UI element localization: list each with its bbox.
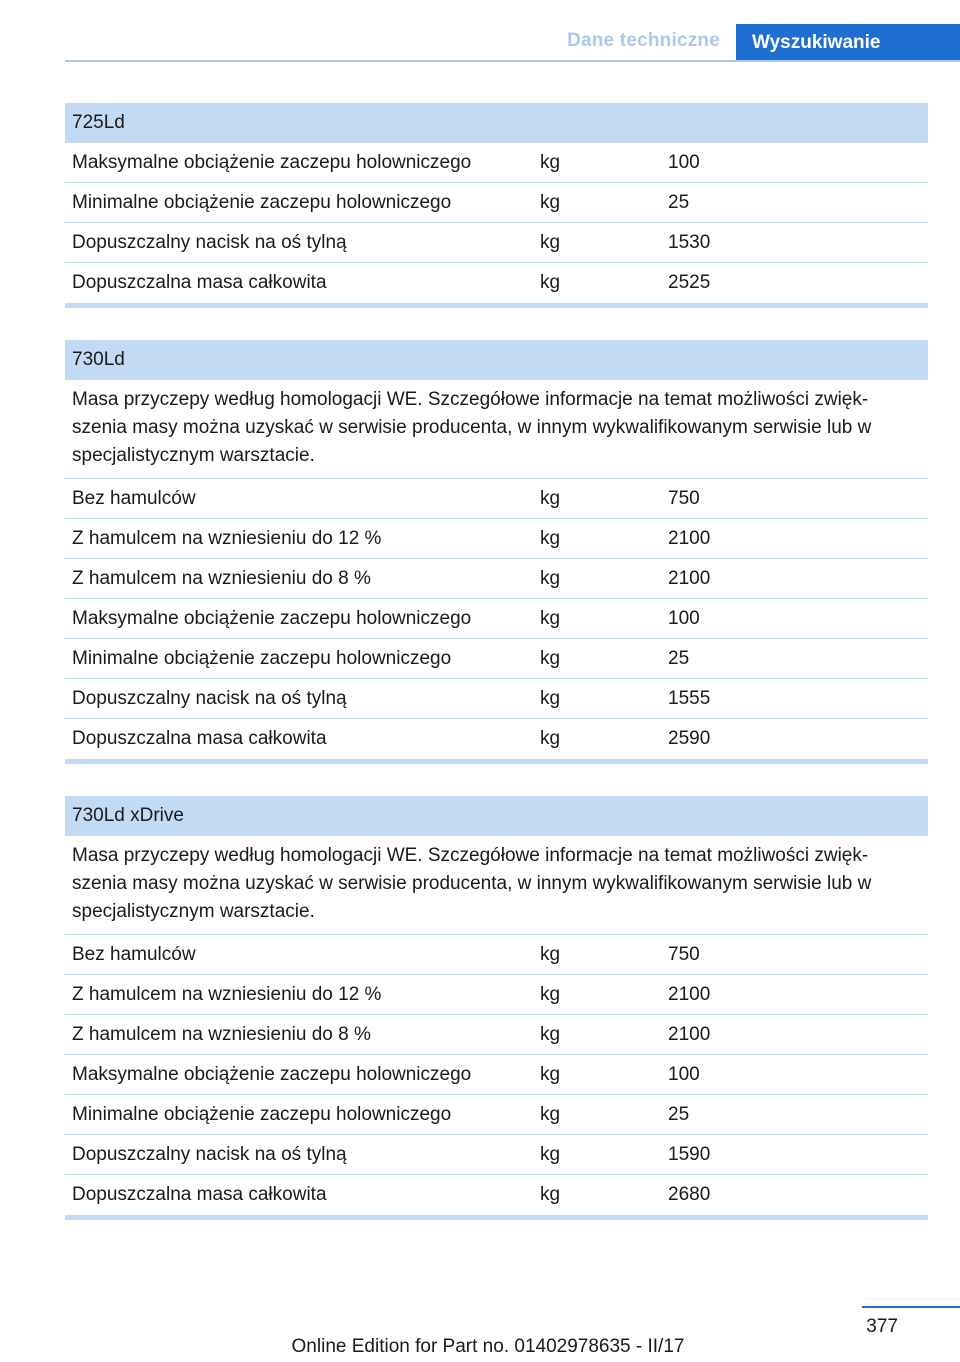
- table-row: [65, 479, 928, 519]
- row-unit: kg: [540, 1143, 561, 1165]
- row-label: Bez hamulców: [72, 943, 196, 965]
- row-value: 1555: [668, 687, 711, 709]
- table-row: [65, 1055, 928, 1095]
- row-unit: kg: [540, 1184, 561, 1205]
- row-unit: kg: [540, 1103, 561, 1125]
- footer-divider: [862, 1306, 960, 1308]
- row-label: Maksymalne obciążenie zaczepu holowniczego: [72, 151, 472, 173]
- row-label: Bez hamulców: [72, 487, 196, 509]
- row-unit: kg: [540, 687, 561, 709]
- table-note: Masa przyczepy według homologacji WE. Szczegółowe informacje na temat możliwości zwiększenia masy można uzyskać w serwisie producenta, w innym wykwalifikowanym serwisie lub w specjalistycznym warsztacie.: [65, 836, 928, 935]
- table-row: [65, 1095, 928, 1135]
- spec-tables: [65, 103, 928, 1252]
- row-unit: kg: [540, 272, 561, 293]
- search-tab[interactable]: [736, 24, 960, 62]
- row-value: 750: [668, 943, 700, 965]
- table-row: [65, 599, 928, 639]
- row-unit: kg: [540, 607, 561, 629]
- row-label: Minimalne obciążenie zaczepu holowniczego: [72, 647, 452, 669]
- table-row: [65, 519, 928, 559]
- row-label: Z hamulcem na wzniesieniu do 8 %: [72, 567, 371, 589]
- row-value: 2590: [668, 728, 711, 749]
- row-label: Maksymalne obciążenie zaczepu holowniczego: [72, 1063, 472, 1085]
- table-row: [65, 719, 928, 759]
- row-unit: kg: [540, 527, 561, 549]
- row-unit: kg: [540, 943, 561, 965]
- table-row: [65, 1175, 928, 1215]
- row-value: 2680: [668, 1184, 711, 1205]
- page-header: [0, 0, 960, 62]
- row-label: Dopuszczalny nacisk na oś tylną: [72, 1143, 347, 1165]
- row-label: Dopuszczalna masa całkowita: [72, 272, 327, 293]
- table-title: 730Ld: [65, 340, 928, 380]
- row-value: 25: [668, 191, 690, 213]
- row-unit: kg: [540, 487, 561, 509]
- table-row: [65, 223, 928, 263]
- row-unit: kg: [540, 191, 561, 213]
- table-row: [65, 639, 928, 679]
- row-value: 2100: [668, 983, 711, 1005]
- row-value: 2100: [668, 527, 711, 549]
- table-title: 730Ld xDrive: [65, 796, 928, 836]
- row-value: 25: [668, 1103, 690, 1125]
- row-label: Dopuszczalny nacisk na oś tylną: [72, 231, 347, 253]
- row-value: 100: [668, 151, 700, 173]
- table-row: [65, 1015, 928, 1055]
- row-unit: kg: [540, 231, 561, 253]
- section-title: Dane techniczne: [567, 30, 720, 51]
- table-row: [65, 263, 928, 303]
- row-label: Z hamulcem na wzniesieniu do 12 %: [72, 983, 382, 1005]
- row-unit: kg: [540, 728, 561, 749]
- row-value: 750: [668, 487, 700, 509]
- row-label: Minimalne obciążenie zaczepu holowniczego: [72, 191, 452, 213]
- row-value: 2525: [668, 272, 711, 293]
- row-label: Dopuszczalna masa całkowita: [72, 728, 327, 749]
- row-unit: kg: [540, 567, 561, 589]
- row-label: Minimalne obciążenie zaczepu holowniczego: [72, 1103, 452, 1125]
- table-row: [65, 143, 928, 183]
- row-value: 25: [668, 647, 690, 669]
- search-tab-label: Wyszukiwanie: [752, 32, 881, 53]
- spec-table: [65, 340, 928, 764]
- row-unit: kg: [540, 151, 561, 173]
- row-value: 1530: [668, 231, 711, 253]
- table-row: [65, 975, 928, 1015]
- row-label: Z hamulcem na wzniesieniu do 12 %: [72, 527, 382, 549]
- row-label: Dopuszczalna masa całkowita: [72, 1184, 327, 1205]
- row-unit: kg: [540, 983, 561, 1005]
- row-value: 100: [668, 1063, 700, 1085]
- row-value: 2100: [668, 1023, 711, 1045]
- table-title: 725Ld: [65, 103, 928, 143]
- row-value: 2100: [668, 567, 711, 589]
- page-number: 377: [866, 1316, 898, 1337]
- row-label: Maksymalne obciążenie zaczepu holowniczego: [72, 607, 472, 629]
- row-value: 100: [668, 607, 700, 629]
- row-unit: kg: [540, 1023, 561, 1045]
- row-label: Dopuszczalny nacisk na oś tylną: [72, 687, 347, 709]
- table-row: [65, 679, 928, 719]
- row-unit: kg: [540, 647, 561, 669]
- table-row: [65, 183, 928, 223]
- table-note: Masa przyczepy według homologacji WE. Szczegółowe informacje na temat możliwości zwiększenia masy można uzyskać w serwisie producenta, w innym wykwalifikowanym serwisie lub w specjalistycznym warsztacie.: [65, 380, 928, 479]
- spec-table: [65, 103, 928, 308]
- table-row: [65, 935, 928, 975]
- row-label: Z hamulcem na wzniesieniu do 8 %: [72, 1023, 371, 1045]
- table-row: [65, 559, 928, 599]
- table-row: [65, 1135, 928, 1175]
- row-value: 1590: [668, 1143, 711, 1165]
- row-unit: kg: [540, 1063, 561, 1085]
- spec-table: [65, 796, 928, 1220]
- edition-footer: Online Edition for Part no. 01402978635 - II/17: [291, 1336, 685, 1357]
- header-divider: [65, 60, 960, 62]
